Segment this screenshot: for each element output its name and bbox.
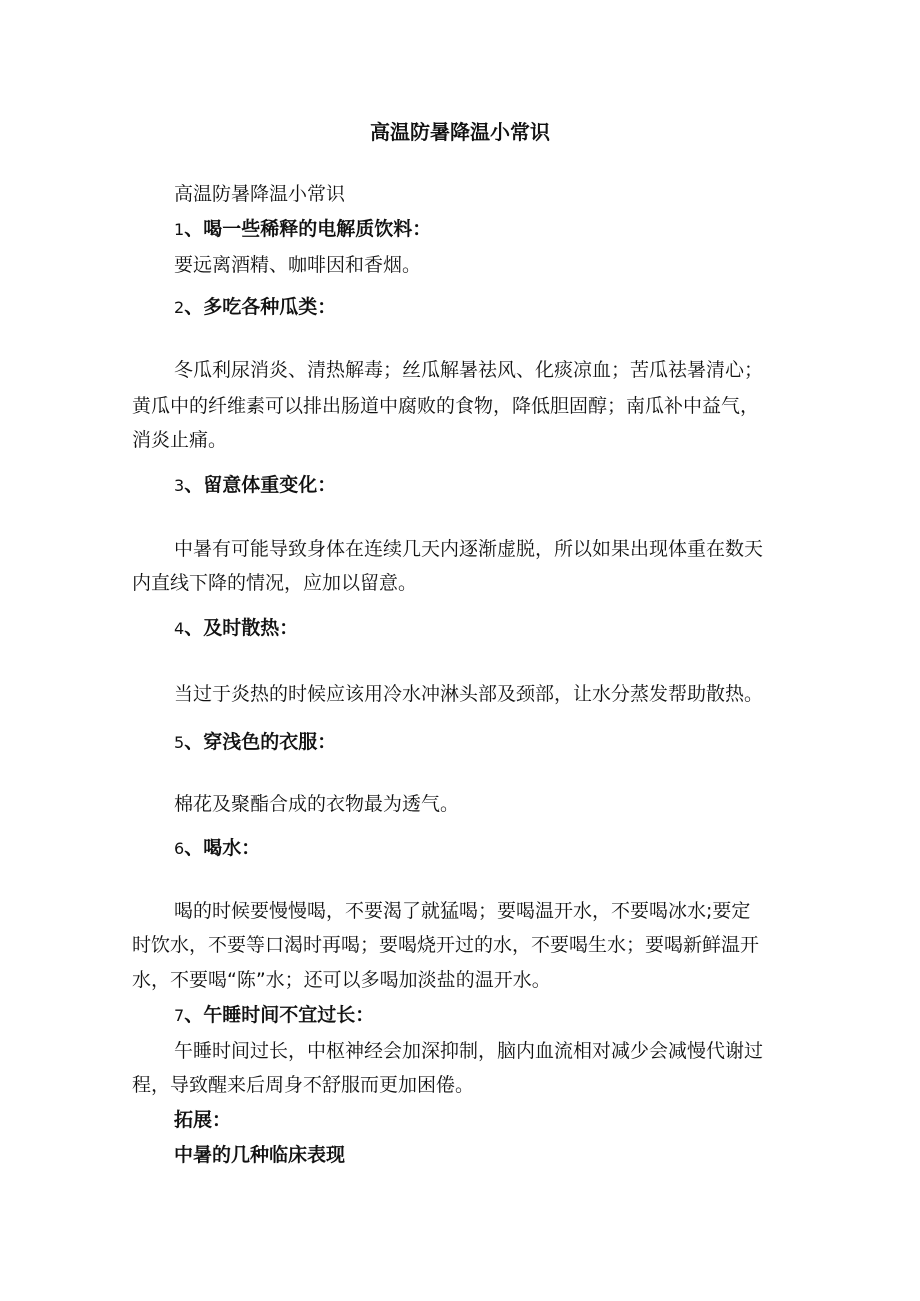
section-heading-5 — [174, 729, 336, 756]
section-body-line: 水，不要喝“陈”水；还可以多喝加淡盐的温开水。 — [132, 969, 551, 991]
section-heading-text: 、多吃各种瓜类： — [184, 296, 337, 318]
section-number: 1 — [174, 220, 185, 239]
section-heading-text: 、穿浅色的衣服： — [184, 731, 337, 753]
section-heading-2 — [174, 294, 336, 321]
section-number: 4 — [174, 619, 185, 638]
section-heading-text: 、喝水： — [184, 837, 261, 859]
section-heading-7 — [174, 1002, 374, 1029]
section-heading-text: 、午睡时间不宜过长： — [184, 1004, 375, 1026]
section-body-line: 内直线下降的情况，应加以留意。 — [132, 572, 418, 594]
extension-heading: 中暑的几种临床表现 — [174, 1144, 346, 1166]
section-number: 6 — [174, 839, 185, 858]
section-number: 2 — [174, 298, 185, 317]
section-heading-text: 、及时散热： — [184, 617, 299, 639]
section-heading-text: 、留意体重变化： — [184, 474, 337, 496]
extension-label: 拓展： — [174, 1109, 232, 1131]
section-body-line: 中暑有可能导致身体在连续几天内逐渐虚脱，所以如果出现体重在数天 — [174, 538, 764, 560]
section-body-line: 冬瓜利尿消炎、清热解毒；丝瓜解暑祛风、化痰凉血；苦瓜祛暑清心； — [174, 359, 764, 381]
section-body-line: 消炎止痛。 — [132, 429, 228, 451]
section-number: 5 — [174, 733, 185, 752]
section-body-line: 午睡时间过长，中枢神经会加深抑制，脑内血流相对减少会减慢代谢过 — [174, 1040, 764, 1062]
section-number: 3 — [174, 476, 185, 495]
section-heading-1 — [174, 216, 431, 243]
document-title: 高温防暑降温小常识 — [370, 120, 550, 144]
section-heading-6 — [174, 835, 260, 862]
section-body-line: 时饮水，不要等口渴时再喝；要喝烧开过的水，不要喝生水；要喝新鲜温开 — [132, 934, 760, 956]
section-body-line: 当过于炎热的时候应该用冷水冲淋头部及颈部，让水分蒸发帮助散热。 — [174, 683, 764, 705]
section-body-line: 喝的时候要慢慢喝，不要渴了就猛喝；要喝温开水，不要喝冰水;要定 — [174, 900, 751, 922]
subtitle: 高温防暑降温小常识 — [174, 183, 346, 205]
section-body-line: 棉花及聚酯合成的衣物最为透气。 — [174, 793, 460, 815]
section-body-line: 黄瓜中的纤维素可以排出肠道中腐败的食物，降低胆固醇；南瓜补中益气， — [132, 395, 760, 417]
section-body-line: 程，导致醒来后周身不舒服而更加困倦。 — [132, 1074, 475, 1096]
section-number: 7 — [174, 1006, 185, 1025]
section-heading-3 — [174, 472, 336, 499]
section-body-line: 要远离酒精、咖啡因和香烟。 — [174, 254, 422, 276]
section-heading-text: 、喝一些稀释的电解质饮料： — [184, 218, 432, 240]
section-heading-4 — [174, 615, 298, 642]
